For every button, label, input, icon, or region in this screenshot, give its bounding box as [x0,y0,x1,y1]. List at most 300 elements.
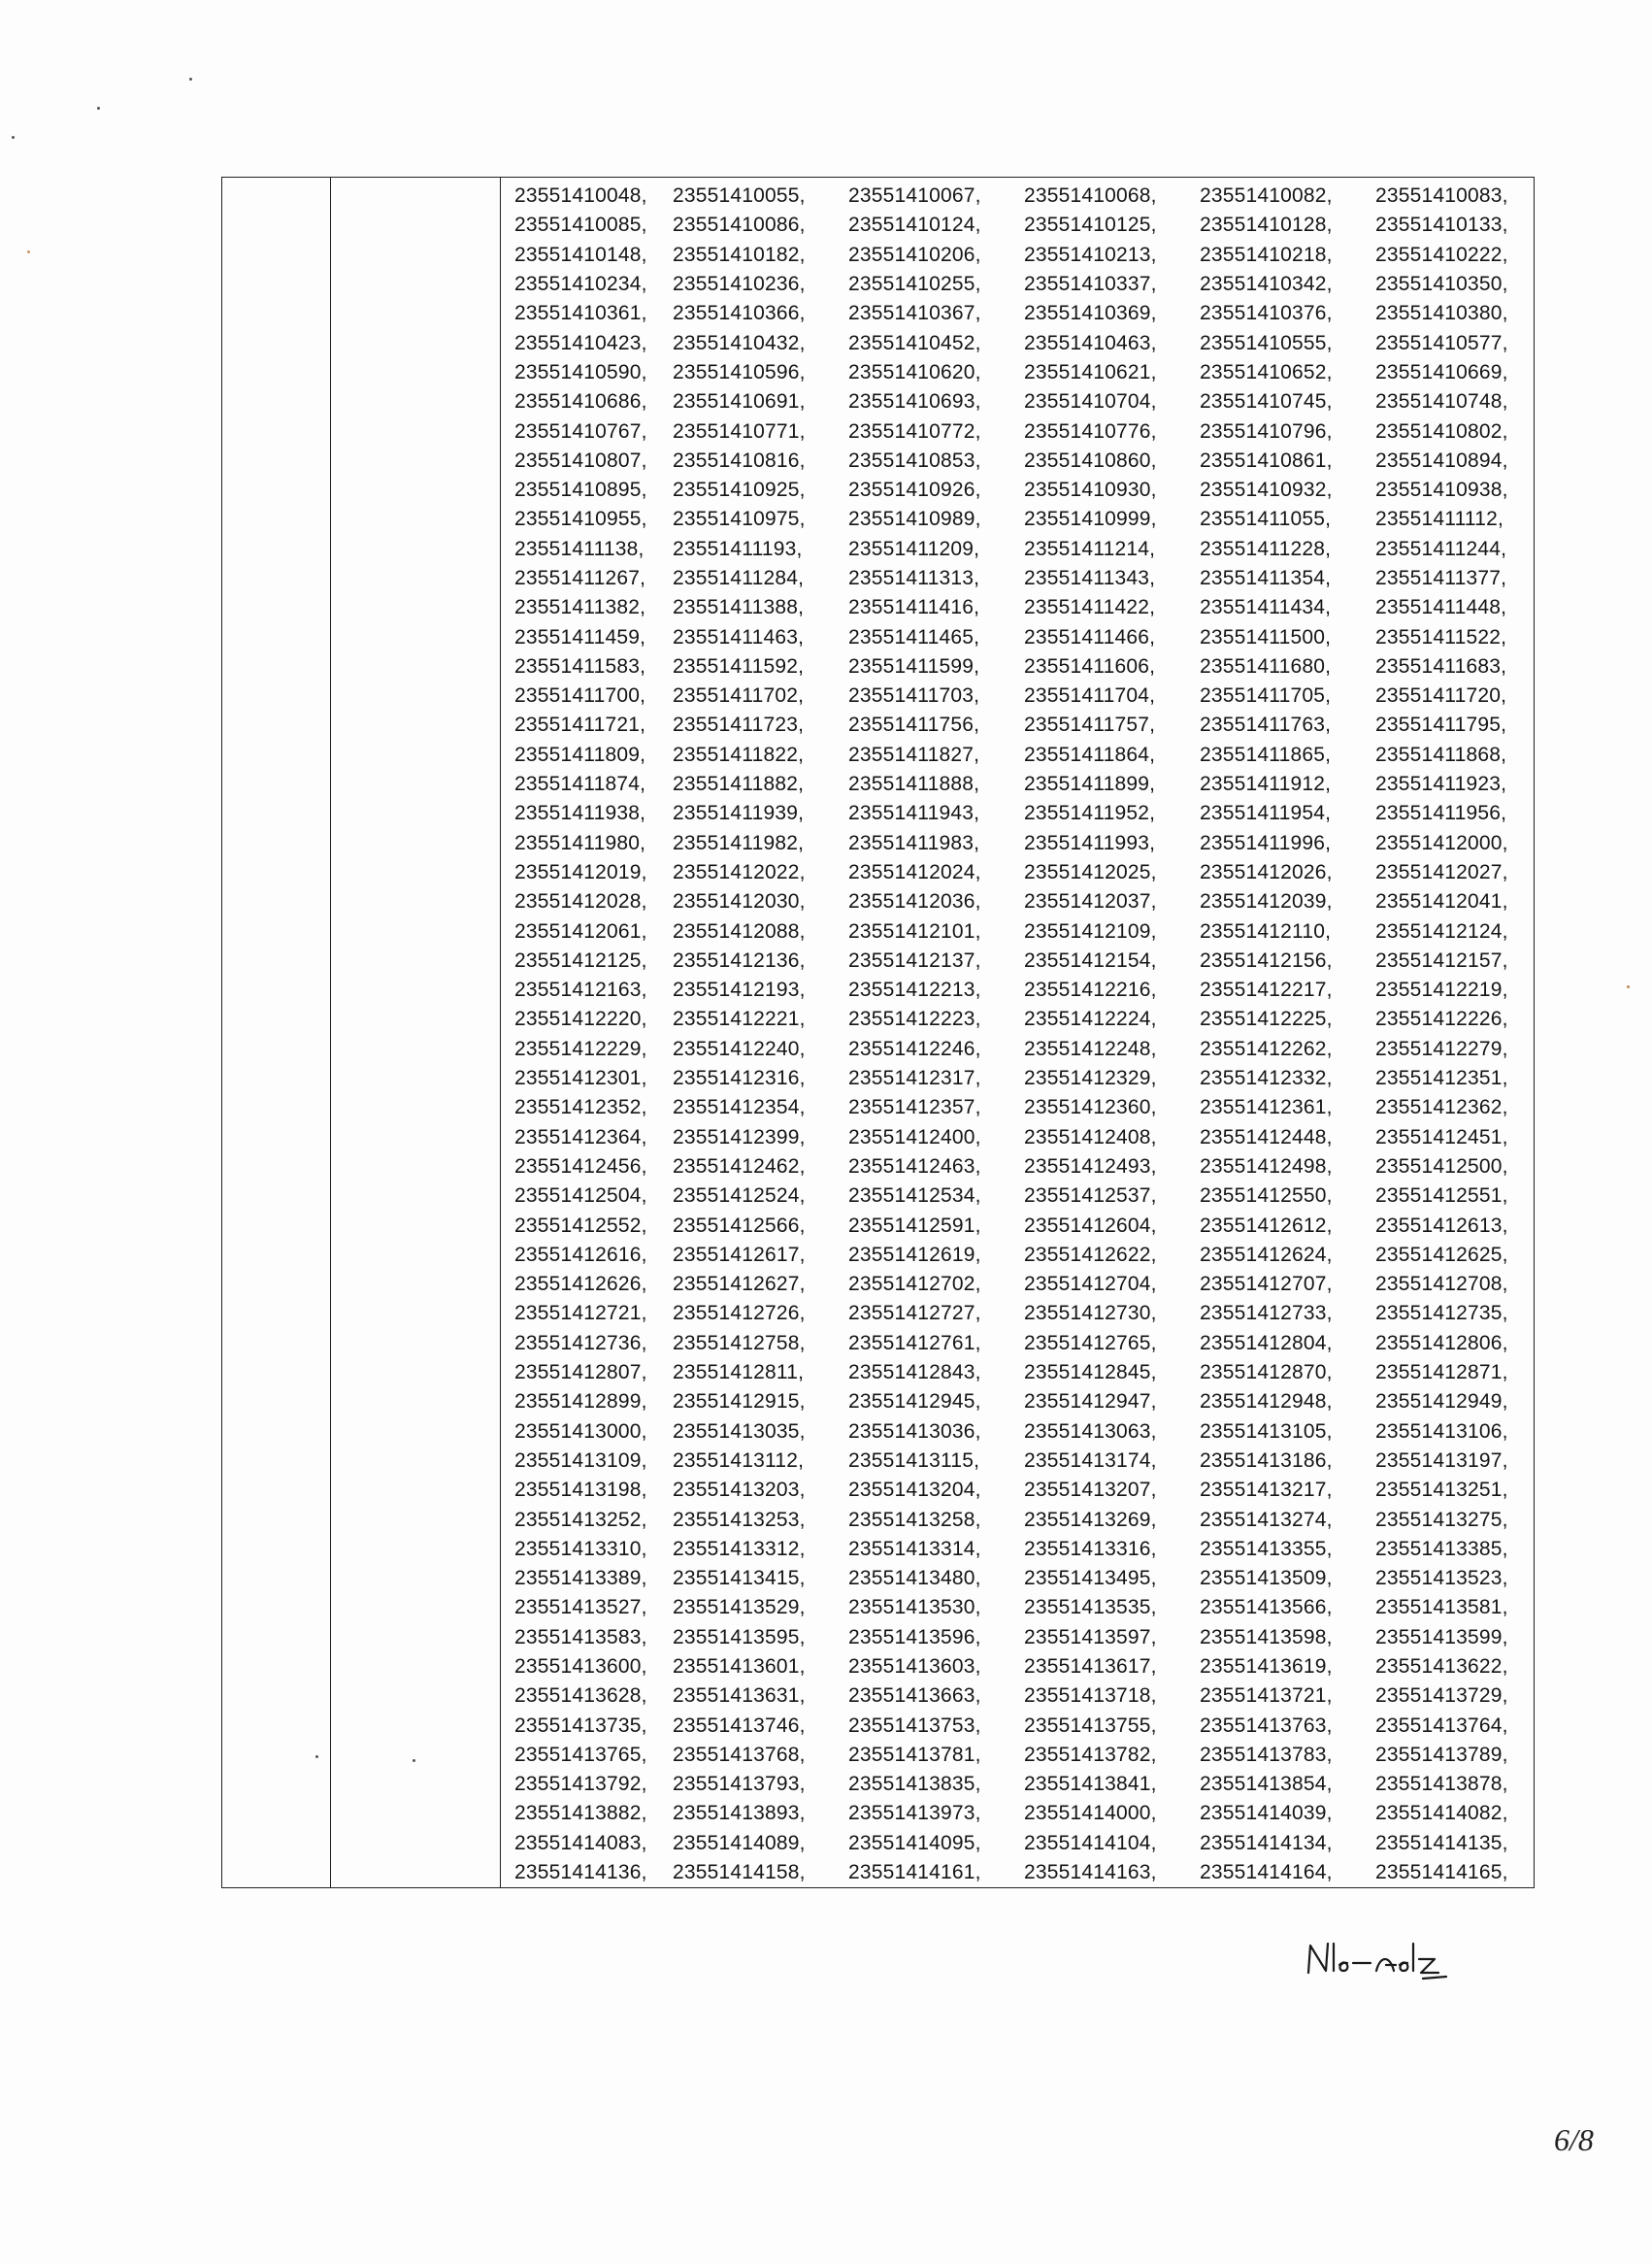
roll-number: 23551413583, [514,1625,647,1648]
roll-number: 23551410206, [848,243,981,266]
roll-number-row [501,1152,1534,1181]
roll-number: 23551414095, [848,1831,981,1854]
roll-number: 23551412351, [1375,1067,1508,1090]
roll-number-row [501,1476,1534,1505]
roll-number: 23551411592, [673,654,805,678]
roll-number: 23551413566, [1200,1596,1333,1619]
roll-number: 23551413729, [1375,1684,1508,1708]
roll-number-row [501,1241,1534,1270]
roll-number: 23551413000, [514,1419,647,1443]
roll-number: 23551410596, [673,360,806,383]
roll-number: 23551414135, [1375,1831,1508,1854]
roll-number: 23551413617, [1024,1654,1157,1678]
roll-number: 23551413207, [1024,1479,1157,1502]
roll-number: 23551413854, [1200,1773,1333,1796]
roll-number: 23551412448, [1200,1125,1333,1148]
scan-speck [413,1759,415,1762]
roll-number: 23551413253, [673,1508,806,1531]
roll-number: 23551413763, [1200,1714,1333,1737]
roll-number: 23551412000, [1375,831,1508,854]
roll-number: 23551414136, [514,1861,647,1884]
roll-number-row [501,505,1534,534]
roll-number-row [501,1035,1534,1064]
roll-number: 23551410704, [1024,390,1157,414]
roll-number: 23551412216, [1024,979,1157,1002]
roll-number: 23551413106, [1375,1419,1508,1443]
roll-number: 23551412248, [1024,1037,1157,1060]
roll-number-row [501,1093,1534,1122]
roll-number: 23551411757, [1024,714,1156,737]
roll-number: 23551412279, [1375,1037,1508,1060]
roll-number-row [501,1593,1534,1622]
roll-number: 23551411763, [1200,714,1332,737]
roll-number: 23551412947, [1024,1390,1157,1414]
roll-number-row [501,182,1534,211]
roll-number: 23551412019, [514,860,647,883]
roll-number: 23551412137, [848,948,981,972]
roll-number-row [501,1564,1534,1593]
roll-number: 23551410432, [673,331,806,354]
roll-number-row [501,1623,1534,1652]
roll-numbers-cell [501,178,1535,1888]
roll-number: 23551411313, [848,567,980,589]
roll-number: 23551412026, [1200,860,1333,883]
roll-number-row [501,211,1534,240]
roll-number: 23551412246, [848,1037,981,1060]
roll-number: 23551410693, [848,390,981,414]
roll-number: 23551411943, [848,802,980,825]
roll-number-row [501,270,1534,299]
roll-number: 23551411228, [1200,537,1332,560]
roll-number: 23551413755, [1024,1714,1157,1737]
roll-number: 23551413314, [848,1537,981,1560]
roll-number: 23551412733, [1200,1302,1333,1325]
roll-number: 23551412024, [848,860,981,883]
roll-number: 23551413252, [514,1508,647,1531]
roll-number: 23551413480, [848,1567,981,1590]
roll-number: 23551412225, [1200,1008,1333,1031]
roll-number: 23551410342, [1200,273,1333,296]
roll-number: 23551411702, [673,684,805,708]
roll-number-row [501,1535,1534,1564]
roll-number-row [501,1770,1534,1799]
roll-number: 23551410894, [1375,449,1508,472]
roll-number: 23551412804, [1200,1331,1333,1354]
roll-number: 23551411923, [1375,773,1507,796]
roll-number-row [501,682,1534,711]
roll-number: 23551411583, [514,654,646,678]
roll-number: 23551410669, [1375,360,1508,383]
roll-number: 23551411795, [1375,714,1507,737]
roll-number: 23551413768, [673,1743,806,1766]
roll-number: 23551410423, [514,331,647,354]
roll-number: 23551410853, [848,449,981,472]
roll-number: 23551411683, [1375,654,1507,678]
scan-speck [1627,985,1630,988]
roll-number: 23551413599, [1375,1625,1508,1648]
roll-number: 23551411888, [848,773,980,796]
roll-number: 23551413631, [673,1684,806,1708]
roll-number: 23551410337, [1024,273,1157,296]
roll-number: 23551412352, [514,1096,647,1119]
roll-number-row [501,1741,1534,1770]
roll-number: 23551410930, [1024,479,1157,502]
roll-number: 23551410767, [514,419,647,443]
roll-number: 23551410055, [673,184,806,208]
roll-number: 23551414104, [1024,1831,1157,1854]
roll-number: 23551414083, [514,1831,647,1854]
roll-number: 23551411138, [514,537,644,560]
roll-number: 23551410222, [1375,243,1508,266]
roll-number: 23551412550, [1200,1184,1333,1208]
roll-number: 23551411952, [1024,802,1156,825]
roll-number: 23551413269, [1024,1508,1157,1531]
roll-number-row [501,622,1534,651]
roll-number: 23551411874, [514,773,646,796]
roll-number: 23551412843, [848,1361,981,1384]
roll-number-row [501,535,1534,564]
roll-number: 23551413529, [673,1596,806,1619]
roll-number: 23551410895, [514,479,647,502]
roll-number: 23551413174, [1024,1448,1157,1472]
roll-number: 23551412624, [1200,1243,1333,1266]
roll-number: 23551413735, [514,1714,647,1737]
roll-number: 23551412619, [848,1243,981,1266]
roll-number: 23551410067, [848,184,981,208]
roll-number: 23551413882, [514,1802,647,1825]
roll-number: 23551412360, [1024,1096,1157,1119]
roll-number: 23551410807, [514,449,647,472]
roll-number: 23551410255, [848,273,981,296]
roll-number: 23551413105, [1200,1419,1333,1443]
roll-number-row [501,387,1534,416]
roll-number: 23551410989, [848,508,981,531]
roll-number: 23551413217, [1200,1479,1333,1502]
roll-number: 23551411912, [1200,773,1332,796]
roll-number: 23551412088, [673,919,806,943]
roll-number: 23551411827, [848,743,980,766]
roll-number: 23551411055, [1200,508,1332,531]
results-table [221,177,1535,1888]
roll-number: 23551413663, [848,1684,981,1708]
roll-number: 23551412945, [848,1390,981,1414]
roll-number: 23551410236, [673,273,806,296]
roll-number: 23551413115, [848,1448,980,1472]
handwritten-signature [1301,1932,1466,1990]
roll-number: 23551411680, [1200,654,1332,678]
roll-number: 23551412354, [673,1096,806,1119]
roll-number: 23551412364, [514,1125,647,1148]
roll-number: 23551410816, [673,449,806,472]
roll-number: 23551412871, [1375,1361,1508,1384]
roll-number: 23551411882, [673,773,805,796]
roll-number: 23551412735, [1375,1302,1508,1325]
roll-number: 23551411721, [514,714,646,737]
roll-number-row [501,1211,1534,1240]
roll-number: 23551411284, [673,567,805,589]
roll-number: 23551412708, [1375,1273,1508,1296]
roll-number: 23551412500, [1375,1154,1508,1178]
roll-number: 23551412726, [673,1302,806,1325]
roll-number: 23551412028, [514,890,647,914]
roll-number: 23551412462, [673,1154,806,1178]
roll-number: 23551412332, [1200,1067,1333,1090]
roll-number: 23551412591, [848,1214,981,1237]
roll-number: 23551413389, [514,1567,647,1590]
roll-number: 23551410686, [514,390,647,414]
roll-number: 23551412758, [673,1331,806,1354]
roll-number-row [501,1123,1534,1152]
roll-number: 23551412156, [1200,948,1333,972]
roll-number: 23551411377, [1375,567,1507,589]
roll-number-row [501,447,1534,476]
roll-number: 23551412223, [848,1008,981,1031]
roll-number-row [501,328,1534,357]
roll-number: 23551412400, [848,1125,981,1148]
roll-number: 23551412899, [514,1390,647,1414]
scan-speck [12,136,15,139]
roll-number: 23551411700, [514,684,646,708]
roll-number: 23551413764, [1375,1714,1508,1737]
roll-number: 23551412240, [673,1037,806,1060]
roll-number: 23551411422, [1024,596,1156,619]
roll-number: 23551412504, [514,1184,647,1208]
roll-number-row [501,1681,1534,1711]
roll-number-row [501,916,1534,946]
roll-number: 23551410621, [1024,360,1157,383]
roll-number: 23551412498, [1200,1154,1333,1178]
roll-number: 23551414000, [1024,1802,1157,1825]
roll-number: 23551412101, [848,919,981,943]
roll-number: 23551414165, [1375,1861,1508,1884]
roll-number: 23551412361, [1200,1096,1333,1119]
roll-number: 23551412551, [1375,1184,1508,1208]
roll-number: 23551412622, [1024,1243,1157,1266]
roll-number: 23551413275, [1375,1508,1508,1531]
roll-number: 23551412061, [514,919,647,943]
roll-number-row [501,358,1534,387]
roll-number: 23551412262, [1200,1037,1333,1060]
roll-number: 23551412948, [1200,1390,1333,1414]
roll-number: 23551410925, [673,479,806,502]
serial-cell [222,178,331,1888]
roll-number: 23551412456, [514,1154,647,1178]
roll-number-row [501,947,1534,976]
roll-number: 23551412039, [1200,890,1333,914]
roll-number-row [501,829,1534,858]
roll-number: 23551413258, [848,1508,981,1531]
roll-number-row [501,1358,1534,1387]
roll-number: 23551410218, [1200,243,1333,266]
roll-number-row [501,1711,1534,1740]
roll-number-row [501,741,1534,770]
roll-number: 23551413753, [848,1714,981,1737]
roll-number: 23551412765, [1024,1331,1157,1354]
roll-number: 23551414158, [673,1861,806,1884]
roll-number-row [501,1299,1534,1328]
roll-number: 23551413035, [673,1419,806,1443]
roll-number: 23551411522, [1375,625,1507,649]
roll-number: 23551412217, [1200,979,1333,1002]
roll-number: 23551411704, [1024,684,1156,708]
roll-number: 23551413835, [848,1773,981,1796]
roll-number-row [501,299,1534,328]
roll-number: 23551412612, [1200,1214,1333,1237]
roll-number: 23551410932, [1200,479,1333,502]
roll-number: 23551413415, [673,1567,806,1590]
roll-number-row [501,241,1534,270]
roll-number-row [501,1181,1534,1211]
roll-number: 23551412704, [1024,1273,1157,1296]
roll-number: 23551411703, [848,684,980,708]
roll-number: 23551411434, [1200,596,1332,619]
roll-number: 23551413063, [1024,1419,1157,1443]
roll-number: 23551412915, [673,1390,806,1414]
roll-number-row [501,1858,1534,1887]
roll-number: 23551412301, [514,1067,647,1090]
roll-number: 23551412811, [673,1361,805,1384]
roll-number: 23551412627, [673,1273,806,1296]
roll-number: 23551413495, [1024,1567,1157,1590]
roll-number: 23551410083, [1375,184,1508,208]
roll-number: 23551413789, [1375,1743,1508,1766]
roll-number: 23551411868, [1375,743,1507,766]
roll-number: 23551413581, [1375,1596,1508,1619]
roll-number-row [501,799,1534,828]
roll-number: 23551413793, [673,1773,806,1796]
roll-number: 23551411899, [1024,773,1156,796]
roll-number: 23551413596, [848,1625,981,1648]
roll-number: 23551410776, [1024,419,1157,443]
roll-number: 23551413603, [848,1654,981,1678]
roll-number-row [501,976,1534,1005]
roll-number-list [501,178,1534,1887]
roll-number: 23551412229, [514,1037,647,1060]
roll-number: 23551412463, [848,1154,981,1178]
roll-number: 23551411606, [1024,654,1156,678]
roll-number: 23551412845, [1024,1361,1157,1384]
roll-number: 23551412226, [1375,1008,1508,1031]
roll-number: 23551413597, [1024,1625,1157,1648]
roll-number: 23551410620, [848,360,981,383]
roll-number-row [501,1447,1534,1476]
roll-number: 23551412157, [1375,948,1508,972]
roll-number: 23551412730, [1024,1302,1157,1325]
roll-number: 23551410213, [1024,243,1157,266]
page-number: 6/8 [1554,2122,1594,2157]
roll-number: 23551412213, [848,979,981,1002]
roll-number: 23551410975, [673,508,806,531]
roll-number: 23551410124, [848,214,981,237]
roll-number: 23551410745, [1200,390,1333,414]
roll-number: 23551410691, [673,390,806,414]
roll-number: 23551410555, [1200,331,1333,354]
roll-number: 23551411244, [1375,537,1507,560]
roll-number: 23551411809, [514,743,646,766]
roll-number: 23551411939, [673,802,805,825]
roll-number: 23551413598, [1200,1625,1333,1648]
roll-number: 23551414161, [848,1861,981,1884]
table-row [222,178,1535,1888]
roll-number: 23551412037, [1024,890,1157,914]
roll-number: 23551410771, [673,419,806,443]
roll-number: 23551413893, [673,1802,806,1825]
roll-number: 23551412537, [1024,1184,1157,1208]
roll-number: 23551412451, [1375,1125,1508,1148]
roll-number: 23551411500, [1200,625,1332,649]
roll-number: 23551410085, [514,214,647,237]
roll-number: 23551411865, [1200,743,1332,766]
roll-number: 23551412125, [514,948,647,972]
roll-number: 23551410133, [1375,214,1508,237]
roll-number: 23551412625, [1375,1243,1508,1266]
roll-number-row [501,1387,1534,1416]
roll-number: 23551410125, [1024,214,1157,237]
roll-number: 23551412534, [848,1184,981,1208]
roll-number: 23551411354, [1200,567,1332,589]
roll-number: 23551412154, [1024,948,1157,972]
roll-number: 23551411267, [514,567,646,589]
roll-number: 23551410361, [514,302,647,325]
roll-number: 23551412493, [1024,1154,1157,1178]
roll-number: 23551413197, [1375,1448,1508,1472]
roll-number: 23551413204, [848,1479,981,1502]
roll-number: 23551410796, [1200,419,1333,443]
roll-number: 23551410350, [1375,273,1508,296]
roll-number: 23551413535, [1024,1596,1157,1619]
roll-number-row [501,1064,1534,1093]
roll-number: 23551412027, [1375,860,1508,883]
roll-number: 23551413523, [1375,1567,1508,1590]
roll-number: 23551410048, [514,184,647,208]
roll-number: 23551410772, [848,419,981,443]
roll-number: 23551413600, [514,1654,647,1678]
roll-number: 23551411982, [673,831,805,854]
roll-number: 23551413746, [673,1714,806,1737]
roll-number: 23551412613, [1375,1214,1508,1237]
roll-number: 23551411209, [848,537,980,560]
roll-number: 23551411980, [514,831,646,854]
roll-number: 23551410234, [514,273,647,296]
roll-number: 23551413316, [1024,1537,1157,1560]
roll-number-row [501,1505,1534,1534]
roll-number: 23551413595, [673,1625,806,1648]
roll-number-row [501,1829,1534,1858]
roll-number: 23551410652, [1200,360,1333,383]
roll-number: 23551410452, [848,331,981,354]
roll-number-row [501,1005,1534,1034]
roll-number: 23551413622, [1375,1654,1508,1678]
roll-number: 23551410999, [1024,508,1157,531]
roll-number: 23551411993, [1024,831,1156,854]
roll-number: 23551411193, [673,537,803,560]
roll-number: 23551413203, [673,1479,806,1502]
roll-number: 23551412616, [514,1243,647,1266]
roll-number: 23551410802, [1375,419,1508,443]
roll-number: 23551410367, [848,302,981,325]
roll-number: 23551412220, [514,1008,647,1031]
roll-number: 23551410082, [1200,184,1333,208]
roll-number-row [501,1799,1534,1828]
roll-number: 23551412761, [848,1331,981,1354]
roll-number-row [501,858,1534,887]
roll-number: 23551413782, [1024,1743,1157,1766]
roll-number: 23551413186, [1200,1448,1333,1472]
roll-number: 23551414089, [673,1831,806,1854]
roll-number: 23551413783, [1200,1743,1333,1766]
roll-number: 23551412193, [673,979,806,1002]
roll-number: 23551412041, [1375,890,1508,914]
